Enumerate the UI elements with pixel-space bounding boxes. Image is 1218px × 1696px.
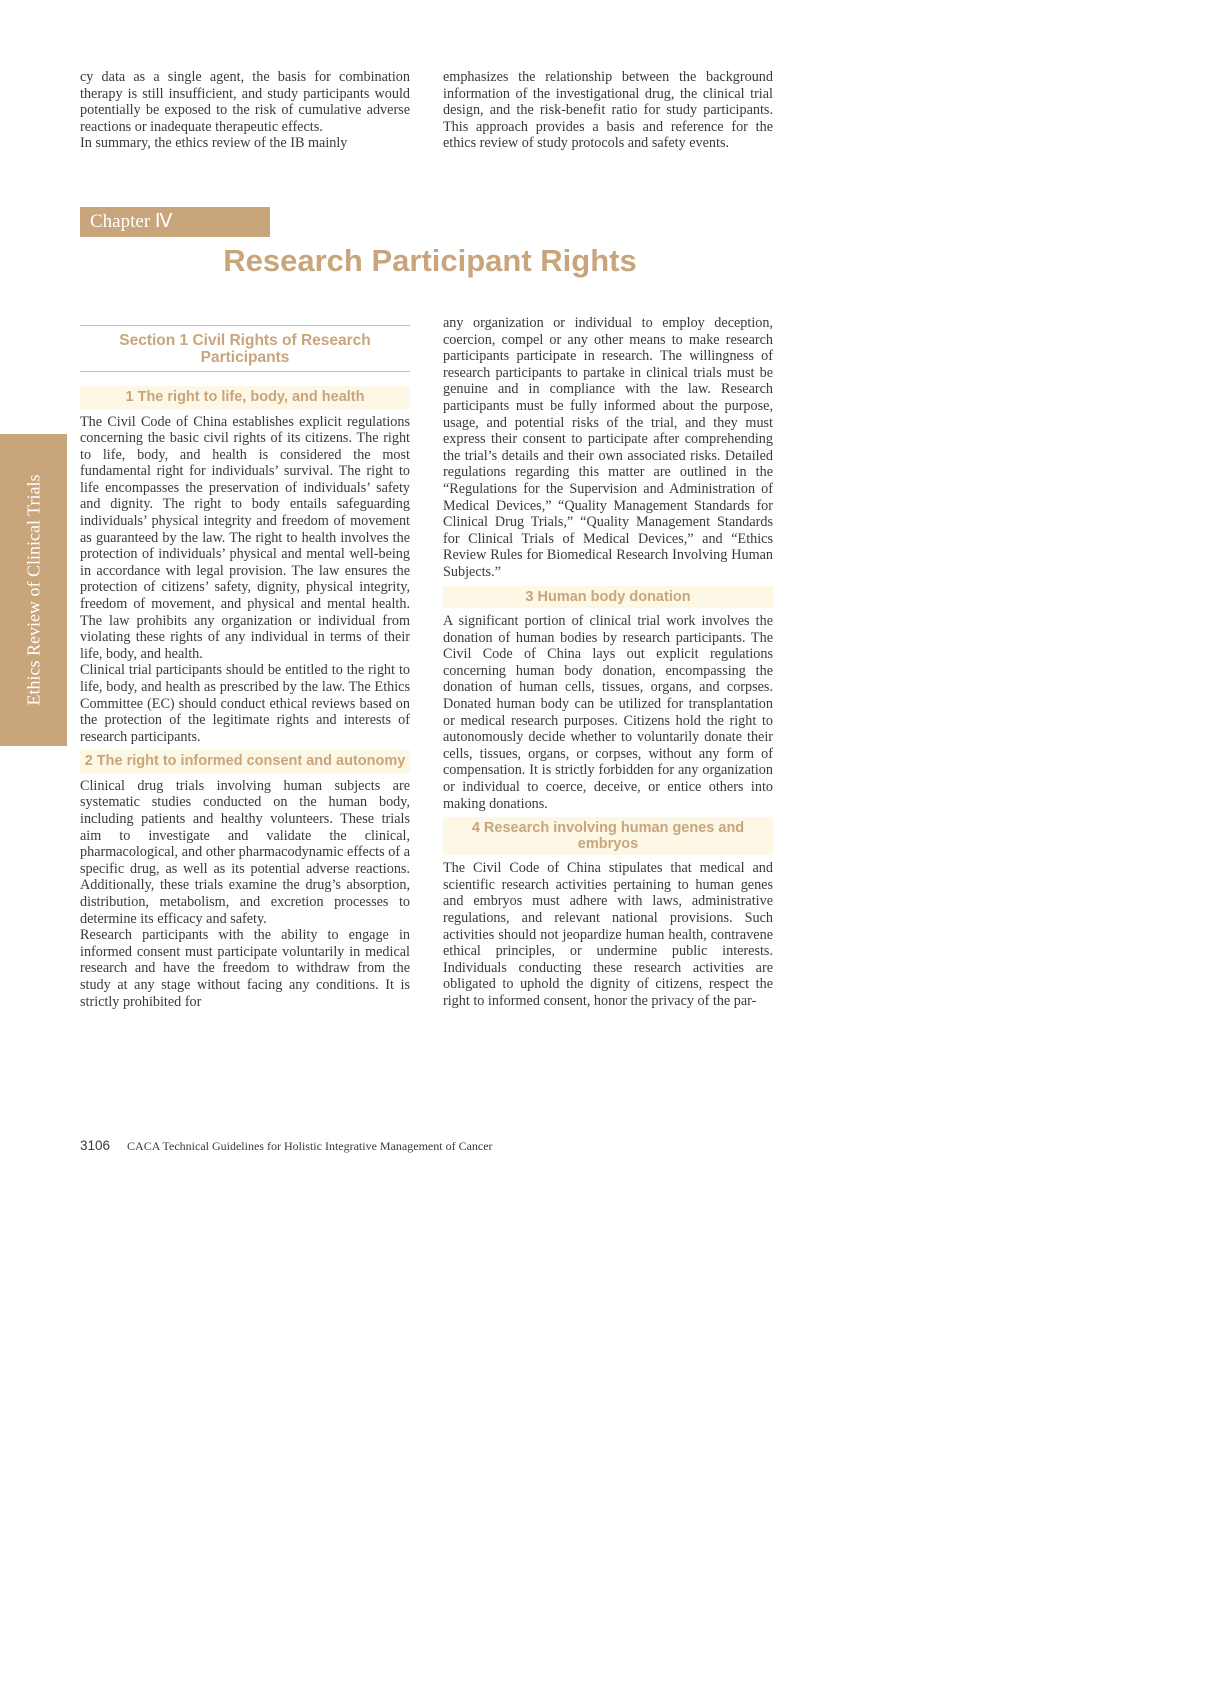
subsection-heading-life-body-health: 1 The right to life, body, and health <box>80 386 410 409</box>
main-right-column <box>443 315 773 1009</box>
top-left-column <box>80 69 410 152</box>
body-paragraph: Research participants with the ability to engage in informed consent must participate voluntarily in medical research and have the freedom to withdraw from the study at any stage without facing any conditions. It is strictly prohibited for <box>80 927 410 1010</box>
page-footer <box>80 1138 493 1154</box>
section-heading: Section 1 Civil Rights of Research Participants <box>80 325 410 372</box>
body-paragraph: emphasizes the relationship between the background information of the investigational drug, the clinical trial design, and the risk-benefit ratio for study participants. This approach provides a basis and reference for the ethics review of study protocols and safety events. <box>443 69 773 152</box>
subsection-heading-body-donation: 3 Human body donation <box>443 586 773 609</box>
chapter-title: Research Participant Rights <box>223 243 637 278</box>
top-right-column <box>443 69 773 152</box>
side-tab <box>0 434 67 746</box>
running-title: CACA Technical Guidelines for Holistic Integrative Management of Cancer <box>127 1139 493 1153</box>
body-paragraph: The Civil Code of China establishes explicit regulations concerning the basic civil rights of its citizens. The right to life, body, and health is considered the most fundamental right for individuals’ survival. The right to life encompasses the preservation of individuals’ safety and dignity. The right to body entails safeguarding individuals’ physical integrity and freedom of movement as guaranteed by the law. The right to health involves the protection of individuals’ physical and mental well-being in accordance with legal provision. The law ensures the protection of citizens’ safety, dignity, physical integrity, freedom of movement, and physical and mental health. The law prohibits any organization or individual from violating these rights of any individual in terms of their life, body, and health. <box>80 413 410 662</box>
subsection-heading-informed-consent: 2 The right to informed consent and autonomy <box>80 750 410 773</box>
body-paragraph: Clinical drug trials involving human subjects are systematic studies conducted on the human body, including patients and healthy volunteers. These trials aim to investigate and validate the clinical, pharmacological, and other pharmacodynamic effects of a specific drug, as well as its potential adverse reactions. Additionally, these trials examine the drug’s absorption, distribution, metabolism, and excretion processes to determine its efficacy and safety. <box>80 777 410 927</box>
body-paragraph: Clinical trial participants should be entitled to the right to life, body, and health as prescribed by the law. The Ethics Committee (EC) should conduct ethical reviews based on the protection of the legitimate rights and interests of research participants. <box>80 662 410 745</box>
page-number: 3106 <box>80 1138 111 1153</box>
chapter-label: Chapter Ⅳ <box>80 207 270 237</box>
body-paragraph: A significant portion of clinical trial work involves the donation of human bodies by research participants. The Civil Code of China lays out explicit regulations concerning human body donation, encompassing the donation of human cells, tissues, organs, and corpses. Donated human body can be utilized for transplantation or medical research purposes. Citizens hold the right to autonomously decide whether to voluntarily donate their cells, tissues, organs, or corpses, without any form of compensation. It is strictly forbidden for any organization or individual to coerce, deceive, or entice others into making donations. <box>443 613 773 812</box>
subsection-heading-genes-embryos: 4 Research involving human genes and embryos <box>443 817 773 855</box>
body-paragraph: In summary, the ethics review of the IB mainly <box>80 135 348 152</box>
body-paragraph: cy data as a single agent, the basis for combination therapy is still insufficient, and study participants would potentially be exposed to the risk of cumulative adverse reactions or inadequate therapeutic effects. <box>80 69 410 135</box>
body-paragraph: The Civil Code of China stipulates that medical and scientific research activities pertaining to human genes and embryos must adhere with laws, administrative regulations, and relevant national provisions. Such activities should not jeopardize human health, contravene ethical principles, or undermine public interests. Individuals conducting these research activities are obligated to uphold the dignity of citizens, respect the right to informed consent, honor the privacy of the par- <box>443 860 773 1009</box>
main-left-column <box>80 325 410 1010</box>
body-paragraph: any organization or individual to employ deception, coercion, compel or any other means to make research participants participate in research. The willingness of research participants to partake in clinical trials must be genuine and in compliance with the law. Research participants must be fully informed about the purpose, usage, and potential risks of the trial, and they must express their consent to participate after comprehending the trial’s details and their own associated risks. Detailed regulations regarding this matter are outlined in the “Regulations for the Supervision and Administration of Medical Devices,” “Quality Management Standards for Clinical Drug Trials,” “Quality Management Standards for Clinical Trials of Medical Devices,” and “Ethics Review Rules for Biomedical Research Involving Human Subjects.” <box>443 315 773 580</box>
side-tab-label: Ethics Review of Clinical Trials <box>23 474 43 706</box>
